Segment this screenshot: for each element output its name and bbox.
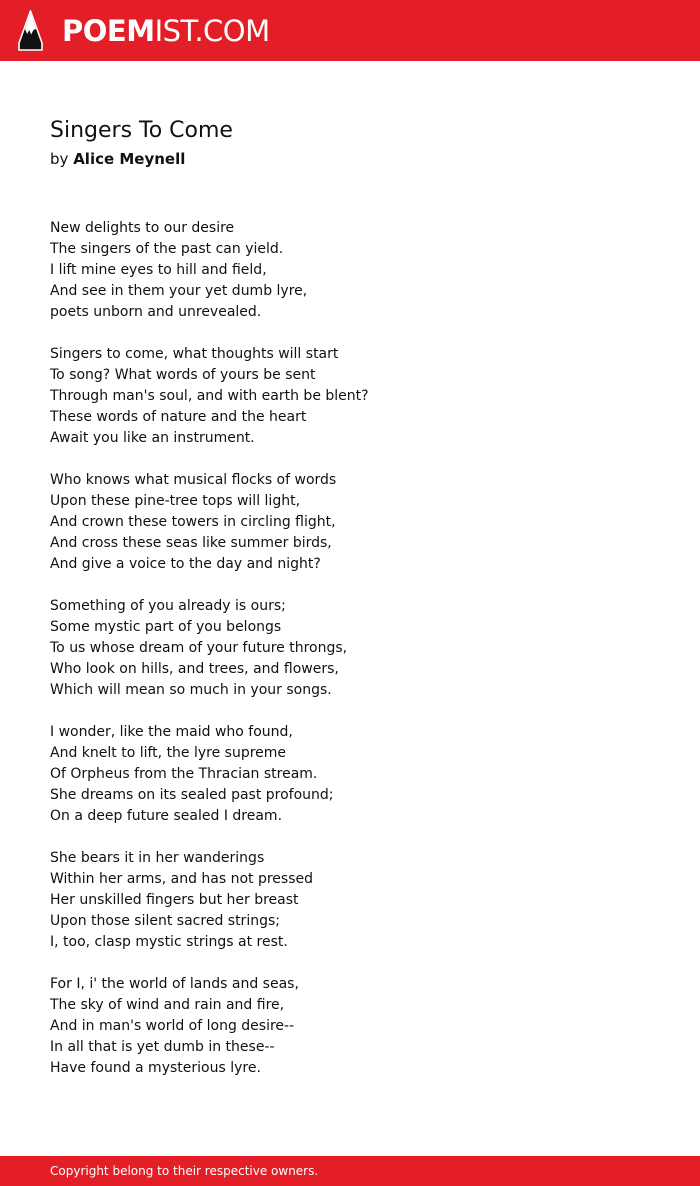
poem-title: Singers To Come (50, 118, 233, 143)
poem-line: In all that is yet dumb in these-- (50, 1039, 275, 1055)
poem-line: And cross these seas like summer birds, (50, 535, 332, 551)
poem-line: To us whose dream of your future throngs, (50, 640, 348, 656)
poem-line: Through man's soul, and with earth be blent? (50, 388, 369, 404)
poem-line: Within her arms, and has not pressed (50, 871, 314, 887)
poem-line: Something of you already is ours; (50, 598, 286, 614)
poem-line: And crown these towers in circling flight, (50, 514, 336, 530)
stanza (50, 848, 670, 953)
logo-bold-text: POEM (62, 14, 155, 48)
poem-line: These words of nature and the heart (50, 409, 307, 425)
author-name: Alice Meynell (73, 150, 186, 168)
poem-line: She bears it in her wanderings (50, 850, 265, 866)
stanza (50, 596, 670, 701)
poem-line: I wonder, like the maid who found, (50, 724, 293, 740)
poem-body (50, 218, 670, 1100)
stanza (50, 218, 670, 323)
poem-line: The sky of wind and rain and fire, (50, 997, 285, 1013)
poem-line: And in man's world of long desire-- (50, 1018, 295, 1034)
poem-line: Which will mean so much in your songs. (50, 682, 332, 698)
poem-line: Upon these pine-tree tops will light, (50, 493, 301, 509)
byline (50, 148, 185, 170)
poem-line: She dreams on its sealed past profound; (50, 787, 334, 803)
site-header (0, 0, 700, 61)
poem-line: Who look on hills, and trees, and flowers, (50, 661, 339, 677)
copyright-text: Copyright belong to their respective owners. (50, 1164, 319, 1178)
poem-line: And see in them your yet dumb lyre, (50, 283, 308, 299)
poem-line: To song? What words of yours be sent (50, 367, 316, 383)
poem-line: On a deep future sealed I dream. (50, 808, 283, 824)
site-logo[interactable] (62, 13, 270, 49)
stanza (50, 344, 670, 449)
poem-line: Have found a mysterious lyre. (50, 1060, 261, 1076)
site-footer (0, 1156, 700, 1186)
logo-light-text: IST.COM (154, 14, 270, 48)
poem-line: I, too, clasp mystic strings at rest. (50, 934, 288, 950)
poem-line: Of Orpheus from the Thracian stream. (50, 766, 318, 782)
poem-line: New delights to our desire (50, 220, 235, 236)
stanza (50, 470, 670, 575)
poem-line: poets unborn and unrevealed. (50, 304, 262, 320)
stanza (50, 722, 670, 827)
poem-line: For I, i' the world of lands and seas, (50, 976, 299, 992)
by-label: by (50, 150, 69, 168)
poem-line: The singers of the past can yield. (50, 241, 284, 257)
poem-line: I lift mine eyes to hill and field, (50, 262, 267, 278)
pencil-tip-icon[interactable] (18, 10, 43, 51)
poem-line: Her unskilled fingers but her breast (50, 892, 299, 908)
poem-line: Await you like an instrument. (50, 430, 255, 446)
stanza (50, 974, 670, 1079)
poem-line: Who knows what musical flocks of words (50, 472, 337, 488)
poem-line: Upon those silent sacred strings; (50, 913, 280, 929)
poem-line: And give a voice to the day and night? (50, 556, 321, 572)
poem-line: Singers to come, what thoughts will start (50, 346, 339, 362)
poem-line: And knelt to lift, the lyre supreme (50, 745, 287, 761)
poem-line: Some mystic part of you belongs (50, 619, 282, 635)
